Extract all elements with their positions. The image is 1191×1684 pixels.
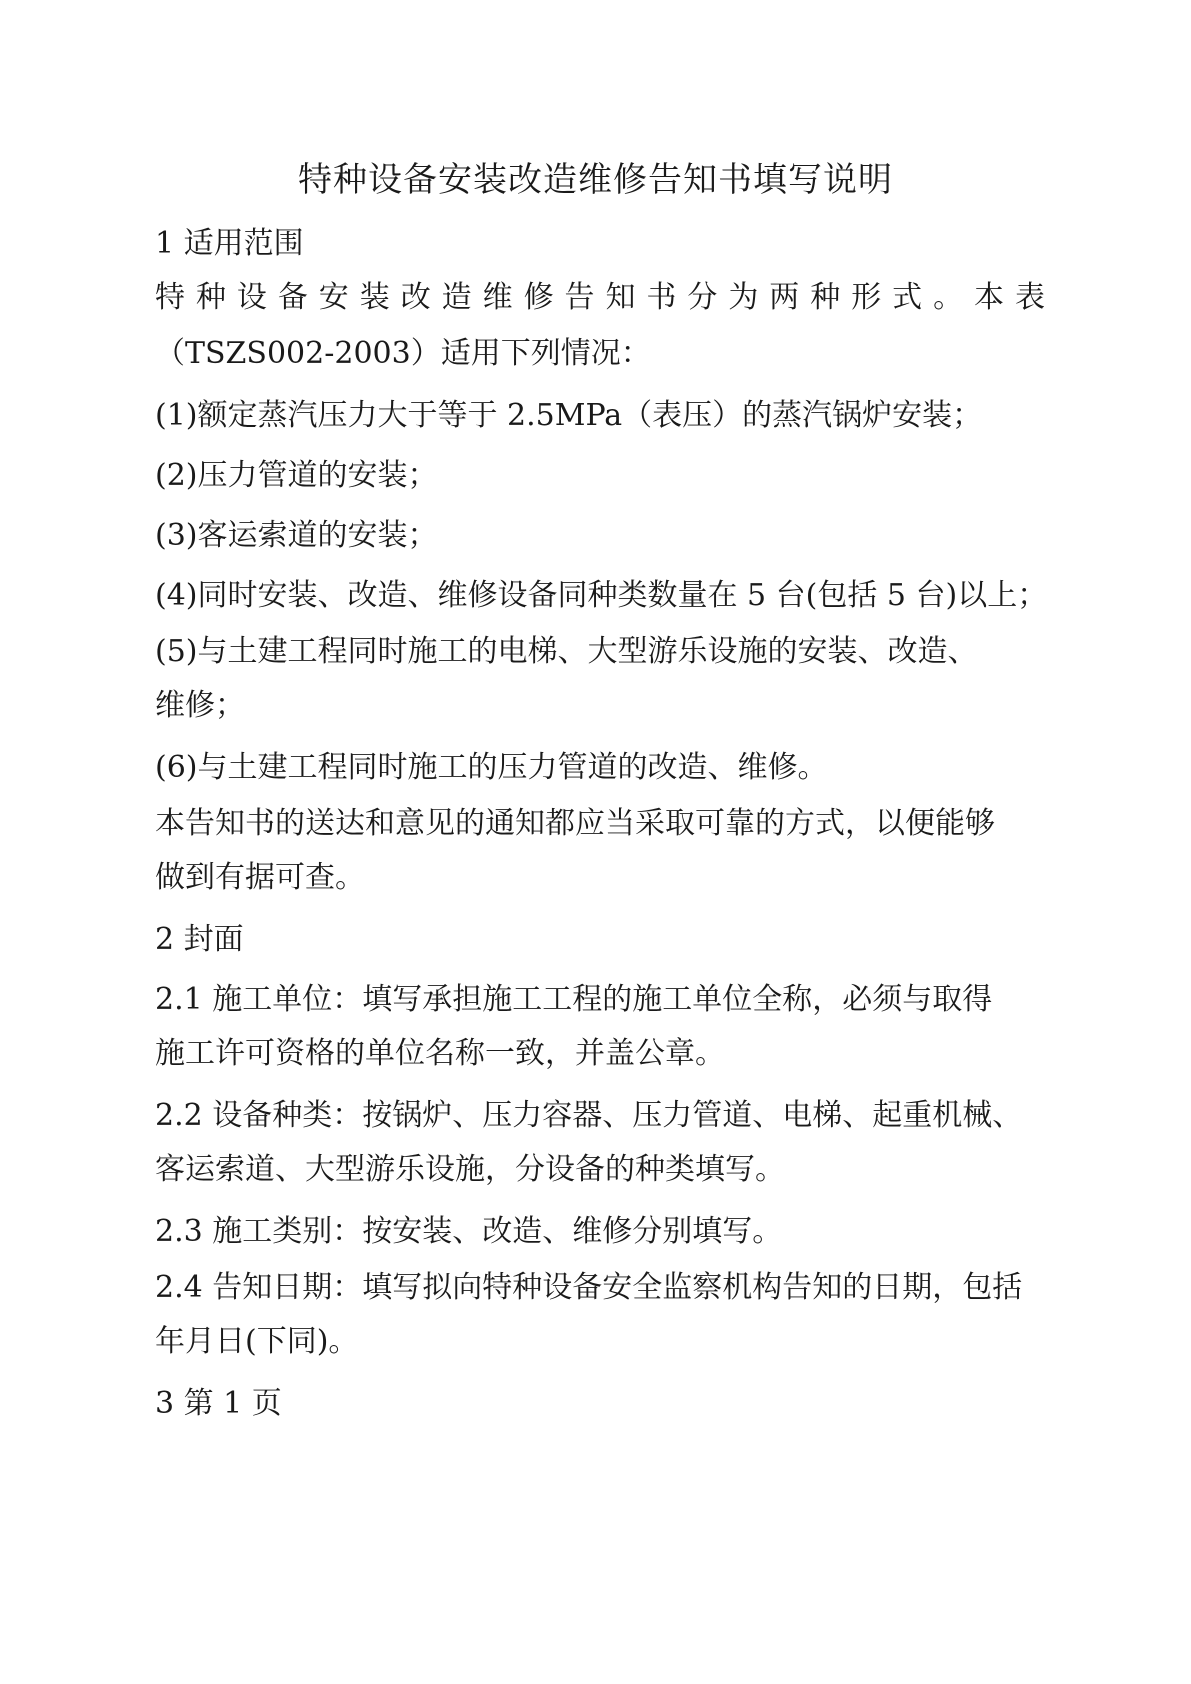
section-heading-3: 3 第 1 页 <box>155 1386 282 1421</box>
paragraph-line: 2.4 告知日期：填写拟向特种设备安全监察机构告知的日期，包括 <box>155 1270 1023 1305</box>
list-item-1: (1)额定蒸汽压力大于等于 2.5MPa（表压）的蒸汽锅炉安装； <box>155 398 983 433</box>
list-item-6: (6)与土建工程同时施工的压力管道的改造、维修。 <box>155 750 828 785</box>
list-item-5: (5)与土建工程同时施工的电梯、大型游乐设施的安装、改造、 <box>155 634 978 669</box>
document-title: 特种设备安装改造维修告知书填写说明 <box>298 160 893 200</box>
paragraph-line: （TSZS002-2003）适用下列情况： <box>155 336 651 371</box>
section-heading-1: 1 适用范围 <box>155 226 304 261</box>
list-item-3: (3)客运索道的安装； <box>155 518 438 553</box>
paragraph-line: 年月日(下同)。 <box>155 1324 359 1359</box>
list-item-2: (2)压力管道的安装； <box>155 458 438 493</box>
paragraph-line: 本告知书的送达和意见的通知都应当采取可靠的方式，以便能够 <box>155 806 995 841</box>
paragraph-line: 2.2 设备种类：按锅炉、压力容器、压力管道、电梯、起重机械、 <box>155 1098 1023 1133</box>
section-heading-2: 2 封面 <box>155 922 244 957</box>
list-item-5-continued: 维修； <box>155 688 245 723</box>
paragraph-line: 2.1 施工单位：填写承担施工工程的施工单位全称，必须与取得 <box>155 982 993 1017</box>
list-item-4: (4)同时安装、改造、维修设备同种类数量在 5 台(包括 5 台)以上； <box>155 578 1048 613</box>
paragraph-line: 客运索道、大型游乐设施，分设备的种类填写。 <box>155 1152 785 1187</box>
paragraph-line: 做到有据可查。 <box>155 860 365 895</box>
paragraph-line: 施工许可资格的单位名称一致，并盖公章。 <box>155 1036 725 1071</box>
paragraph-line: 2.3 施工类别：按安装、改造、维修分别填写。 <box>155 1214 783 1249</box>
paragraph-line: 特种设备安装改造维修告知书分为两种形式。本表 <box>155 280 1045 315</box>
